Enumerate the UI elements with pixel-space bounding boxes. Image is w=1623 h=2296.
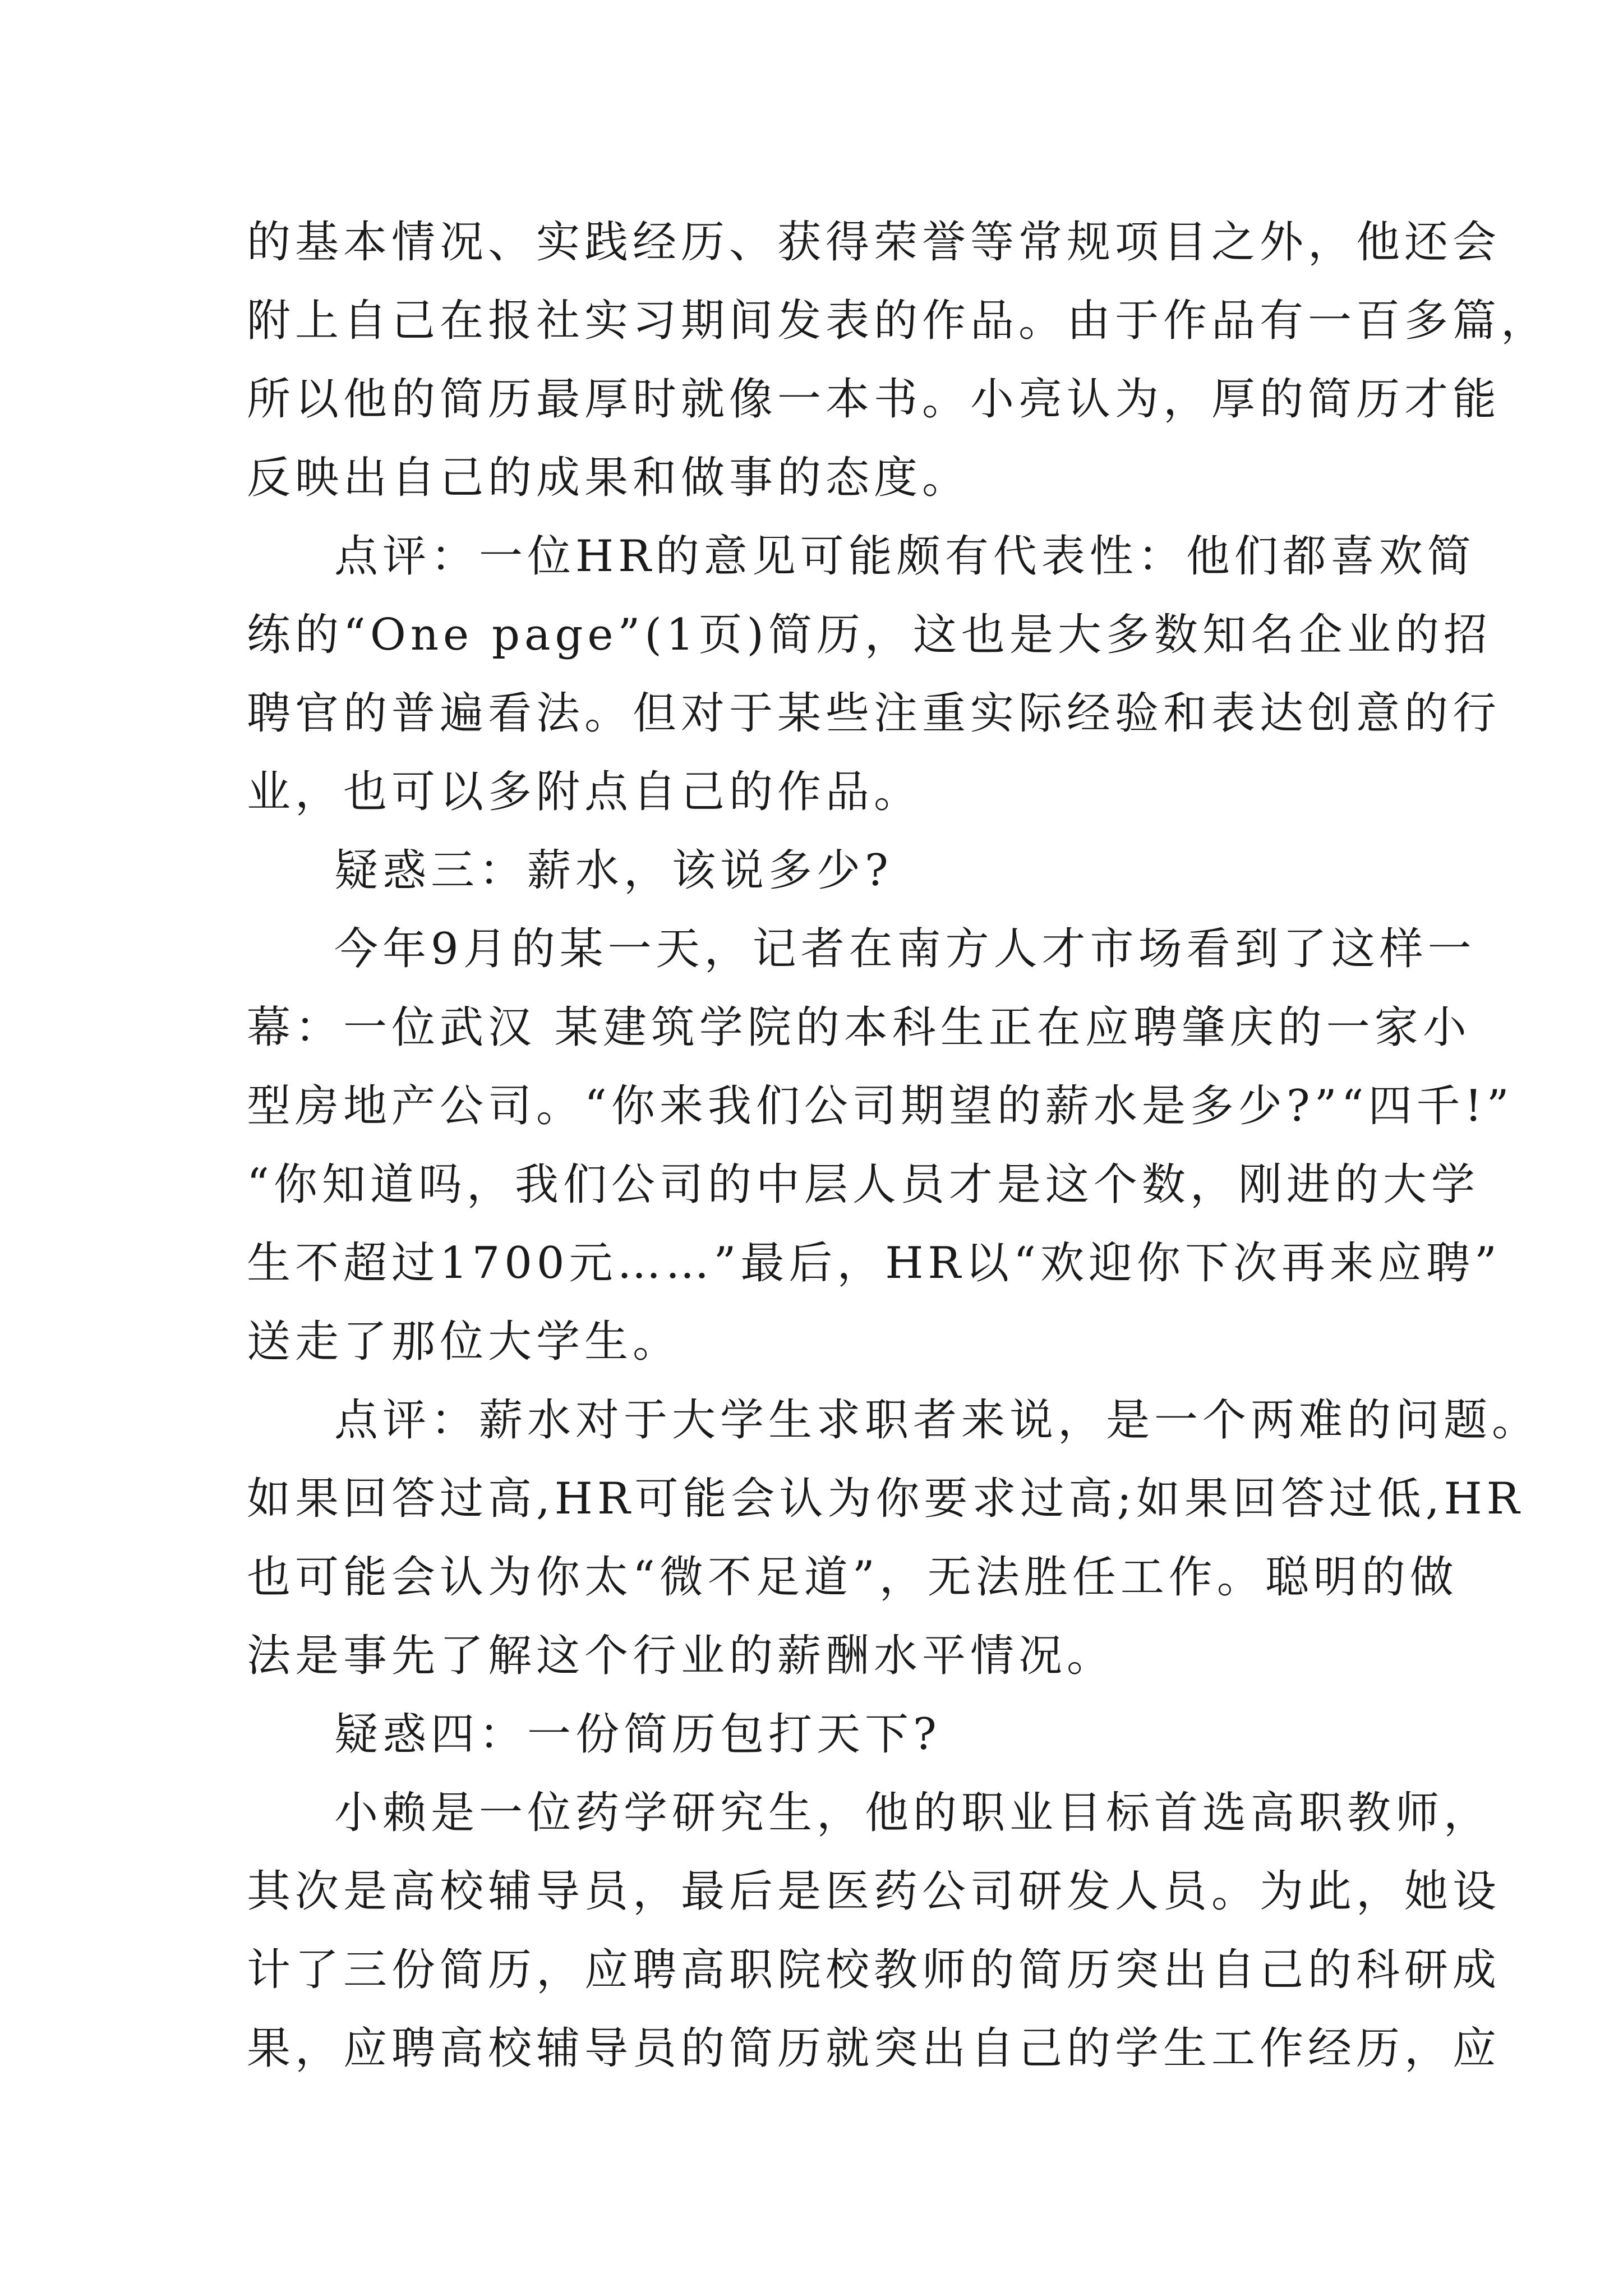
text-line: “你知道吗，我们公司的中层人员才是这个数，刚进的大学	[247, 1159, 1479, 1210]
text-line: 今年9月的某一天，记者在南方人才市场看到了这样一	[334, 924, 1476, 974]
text-line: 送走了那位大学生。	[247, 1317, 681, 1367]
text-line: 法是事先了解这个行业的薪酬水平情况。	[247, 1631, 1115, 1681]
text-line: 果，应聘高校辅导员的简历就突出自己的学生工作经历，应	[247, 2023, 1501, 2074]
text-line: 附上自己在报社实习期间发表的作品。由于作品有一百多篇，	[247, 296, 1550, 346]
text-line: 如果回答过高,HR可能会认为你要求过高;如果回答过低,HR	[247, 1474, 1524, 1524]
text-line: 计了三份简历，应聘高职院校教师的简历突出自己的科研成	[247, 1945, 1501, 1995]
text-line: 小赖是一位药学研究生，他的职业目标首选高职教师，	[334, 1788, 1492, 1838]
text-line: 型房地产公司。“你来我们公司期望的薪水是多少?”“四千!”	[247, 1081, 1514, 1131]
text-line: 也可能会认为你太“微不足道”，无法胜任工作。聪明的做	[247, 1552, 1458, 1603]
text-line: 点评：一位HR的意见可能颇有代表性：他们都喜欢简	[334, 531, 1476, 582]
text-line: 反映出自己的成果和做事的态度。	[247, 453, 971, 503]
text-line: 的基本情况、实践经历、获得荣誉等常规项目之外，他还会	[247, 217, 1501, 268]
text-line: 业，也可以多附点自己的作品。	[247, 767, 923, 817]
section-heading: 疑惑四：一份简历包打天下?	[334, 1709, 941, 1760]
text-line: 点评：薪水对于大学生求职者来说，是一个两难的问题。	[334, 1395, 1541, 1446]
text-line: 幕：一位武汉 某建筑学院的本科生正在应聘肇庆的一家小	[247, 1002, 1471, 1053]
text-line: 其次是高校辅导员，最后是医药公司研发人员。为此，她设	[247, 1866, 1501, 1917]
text-line: 练的“One page”(1页)简历，这也是大多数知名企业的招	[247, 610, 1492, 660]
text-line: 聘官的普遍看法。但对于某些注重实际经验和表达创意的行	[247, 688, 1501, 739]
section-heading: 疑惑三：薪水，该说多少?	[334, 845, 893, 896]
text-line: 生不超过1700元……”最后，HR以“欢迎你下次再来应聘”	[247, 1238, 1501, 1289]
text-line: 所以他的简历最厚时就像一本书。小亮认为，厚的简历才能	[247, 374, 1501, 425]
